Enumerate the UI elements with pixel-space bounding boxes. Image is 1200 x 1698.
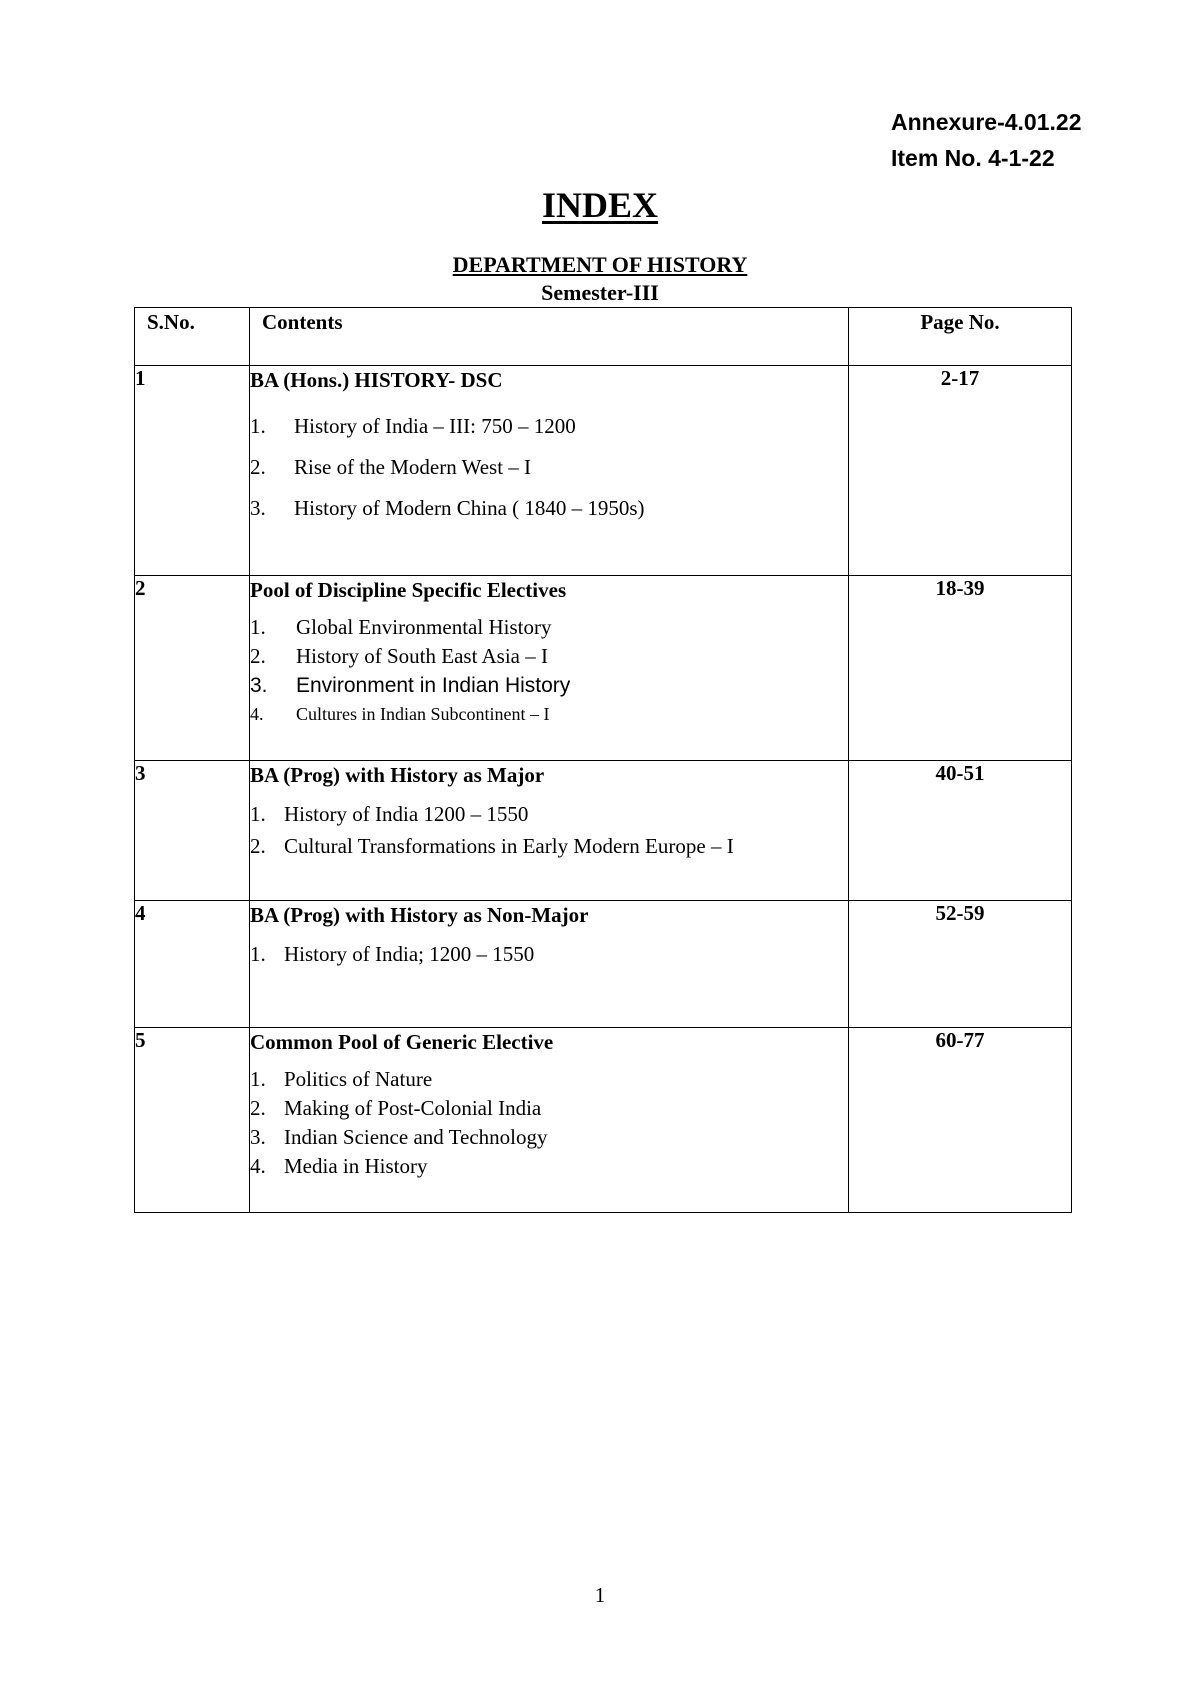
course-list <box>250 938 848 970</box>
item-number-label: Item No. 4-1-22 <box>891 145 1055 171</box>
list-item: 2. History of South East Asia – I <box>250 644 548 668</box>
table-row <box>135 576 1072 761</box>
row-sno: 2 <box>135 576 250 761</box>
list-item: 1. History of India; 1200 – 1550 <box>250 942 535 966</box>
row-sno: 3 <box>135 761 250 901</box>
section-title: Pool of Discipline Specific Electives <box>250 578 567 602</box>
row-page-range: 52-59 <box>849 901 1072 1028</box>
table-row <box>135 366 1072 576</box>
list-item: 1. Politics of Nature <box>250 1067 433 1091</box>
table-row <box>135 761 1072 901</box>
row-contents <box>250 901 849 1028</box>
row-page-range: 40-51 <box>849 761 1072 901</box>
section-title: BA (Prog) with History as Major <box>250 763 545 787</box>
list-item: 1. History of India – III: 750 – 1200 <box>250 414 576 438</box>
semester-heading: Semester-III <box>541 280 659 305</box>
department-heading: DEPARTMENT OF HISTORY <box>452 252 748 277</box>
list-item: 2. Making of Post-Colonial India <box>250 1096 542 1120</box>
row-contents <box>250 761 849 901</box>
section-title: Common Pool of Generic Elective <box>250 1030 554 1054</box>
list-item: 1. Global Environmental History <box>250 615 552 639</box>
row-page-range: 18-39 <box>849 576 1072 761</box>
annexure-label: Annexure-4.01.22 <box>891 109 1082 135</box>
list-item: 4. Cultures in Indian Subcontinent – I <box>250 704 550 724</box>
list-item: 3. Environment in Indian History <box>250 674 571 697</box>
row-contents <box>250 1028 849 1213</box>
index-table <box>134 307 1072 1213</box>
header-sno: S.No. <box>135 308 250 366</box>
row-page-range: 2-17 <box>849 366 1072 576</box>
list-item: 3. Indian Science and Technology <box>250 1125 548 1149</box>
section-title: BA (Prog) with History as Non-Major <box>250 903 589 927</box>
list-item: 3. History of Modern China ( 1840 – 1950s) <box>250 496 645 520</box>
list-item: 2. Cultural Transformations in Early Modern Europe – I <box>250 834 734 858</box>
row-sno: 4 <box>135 901 250 1028</box>
table-row <box>135 901 1072 1028</box>
list-item: 1. History of India 1200 – 1550 <box>250 802 529 826</box>
header-contents: Contents <box>250 308 849 366</box>
header-page-no: Page No. <box>849 308 1072 366</box>
list-item: 4. Media in History <box>250 1154 428 1178</box>
course-list <box>250 406 848 529</box>
page-title: INDEX <box>541 185 658 225</box>
row-sno: 1 <box>135 366 250 576</box>
section-title: BA (Hons.) HISTORY- DSC <box>250 368 503 392</box>
course-list <box>250 613 848 729</box>
list-item: 2. Rise of the Modern West – I <box>250 455 532 479</box>
course-list <box>250 1065 848 1181</box>
row-contents <box>250 576 849 761</box>
annexure-block <box>891 104 1081 176</box>
row-page-range: 60-77 <box>849 1028 1072 1213</box>
table-header-row <box>135 308 1072 366</box>
row-contents <box>250 366 849 576</box>
course-list <box>250 798 848 862</box>
row-sno: 5 <box>135 1028 250 1213</box>
page-number: 1 <box>594 1583 606 1607</box>
table-row <box>135 1028 1072 1213</box>
